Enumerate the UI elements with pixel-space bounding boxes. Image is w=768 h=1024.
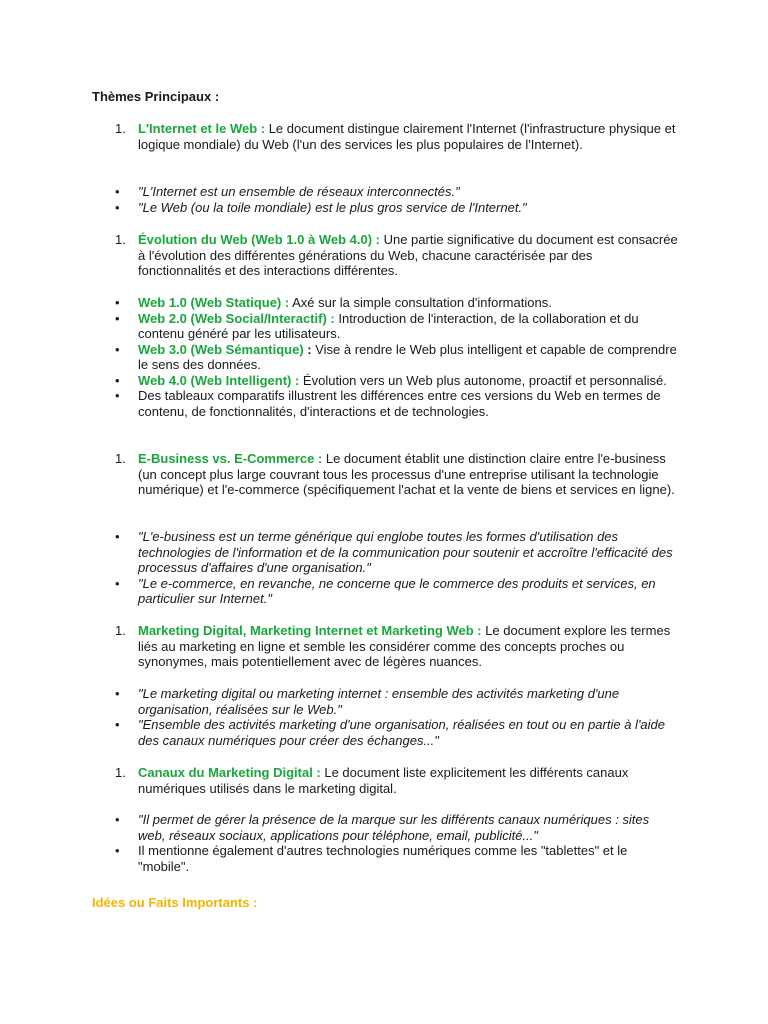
quote-text: "Il permet de gérer la présence de la marque sur les différents canaux numériques : sites web, réseaux sociaux, applications pour téléphone, email, publicité..." — [138, 812, 650, 843]
item-text: Une partie significative du document est consacrée à l'évolution des différentes générations du Web, chacune caractérisée par des fonctionnalités et des interactions différentes. — [138, 232, 678, 278]
list-item — [0, 812, 678, 843]
section-marketing-channels — [0, 765, 768, 796]
section-web-evolution — [0, 232, 768, 279]
numbered-item — [0, 765, 678, 796]
numbered-item — [0, 121, 678, 152]
web-version-text: Vise à rendre le Web plus intelligent et capable de comprendre le sens des données. — [138, 341, 677, 372]
bullet-icon: • — [115, 812, 120, 827]
item-title: L'Internet et le Web : — [138, 121, 266, 136]
section-heading-main-themes: Thèmes Principaux : — [92, 89, 220, 104]
section-internet-web — [0, 121, 768, 152]
quote-text: "Le marketing digital ou marketing internet : ensemble des activités marketing d'une organisation, réalisées sur le Web." — [138, 686, 620, 717]
list-item — [0, 373, 678, 389]
bullet-icon: • — [115, 184, 120, 199]
quote-text: "Le Web (ou la toile mondiale) est le plus gros service de l'Internet." — [138, 199, 527, 215]
bullet-icon: • — [115, 717, 120, 732]
item-text: Le document liste explicitement les différents canaux numériques utilisés dans le marketing digital. — [138, 765, 629, 796]
list-number: 1. — [115, 232, 126, 247]
list-item — [0, 388, 678, 419]
list-item — [0, 311, 678, 342]
item-title: Marketing Digital, Marketing Internet et Marketing Web : — [138, 623, 482, 638]
list-item — [0, 717, 678, 748]
bullet-icon: • — [115, 388, 120, 403]
web-version-text: Évolution vers un Web plus autonome, proactif et personnalisé. — [299, 372, 667, 388]
list-item — [0, 529, 678, 576]
item-text: Le document distingue clairement l'Internet (l'infrastructure physique et logique mondiale) du Web (l'un des services les plus populaires de l'Internet). — [138, 121, 676, 152]
quote-text: "L'Internet est un ensemble de réseaux interconnectés." — [138, 184, 460, 199]
item-text: Des tableaux comparatifs illustrent les différences entre ces versions du Web en termes de contenu, de fonctionnalités, d'interactions et de technologies. — [138, 388, 661, 419]
list-item — [0, 576, 678, 607]
numbered-item — [0, 451, 678, 498]
numbered-item — [0, 623, 678, 670]
list-item — [0, 843, 678, 874]
bullet-icon: • — [115, 295, 120, 310]
web-version-label: Web 1.0 (Web Statique) : — [138, 295, 290, 310]
item-title: Canaux du Marketing Digital : — [138, 765, 321, 780]
item-text: Le document explore les termes liés au marketing en ligne et semble les considérer comme des concepts proches ou synonymes, mais potentiellement avec de légères nuances. — [138, 623, 671, 669]
web-version-label: Web 4.0 (Web Intelligent) : — [138, 372, 300, 388]
web-version-colon: : — [303, 341, 312, 357]
list-item — [0, 686, 678, 717]
item-title: Évolution du Web (Web 1.0 à Web 4.0) : — [138, 232, 380, 247]
item-text: Le document établit une distinction claire entre l'e-business (un concept plus large couvrant tous les processus d'une entreprise utilisant la technologie numérique) et l'e-commerce (spécifiquement l'achat et la vente de biens et services en ligne). — [138, 451, 675, 497]
bullet-icon: • — [115, 310, 120, 326]
bullet-icon: • — [115, 529, 120, 544]
web-version-label: Web 2.0 (Web Social/Interactif) : — [138, 310, 335, 326]
section-ebusiness-ecommerce — [0, 451, 768, 498]
quote-text: "Le e-commerce, en revanche, ne concerne que le commerce des produits et services, en particulier sur Internet." — [138, 575, 656, 606]
list-number: 1. — [115, 121, 126, 136]
list-number: 1. — [115, 451, 126, 466]
web-version-label: Web 3.0 (Web Sémantique) — [138, 341, 304, 357]
section-ebusiness-quotes — [0, 529, 768, 607]
list-item — [0, 184, 678, 200]
bullet-icon: • — [115, 199, 120, 215]
web-version-text: Axé sur la simple consultation d'informations. — [289, 295, 552, 310]
section-web-versions — [0, 295, 768, 419]
numbered-item — [0, 232, 678, 279]
web-version-text: Introduction de l'interaction, de la collaboration et du contenu généré par les utilisateurs. — [138, 310, 639, 341]
bullet-icon: • — [115, 843, 120, 858]
section-internet-web-quotes — [0, 184, 768, 215]
section-marketing-digital — [0, 623, 768, 670]
item-title: E-Business vs. E-Commerce : — [138, 451, 323, 466]
bullet-icon: • — [115, 341, 120, 357]
list-item — [0, 200, 678, 216]
bullet-icon: • — [115, 575, 120, 591]
bullet-icon: • — [115, 372, 120, 388]
item-text: Il mentionne également d'autres technologies numériques comme les "tablettes" et le "mobile". — [138, 843, 628, 874]
list-item — [0, 342, 678, 373]
bullet-icon: • — [115, 686, 120, 701]
quote-text: "L'e-business est un terme générique qui englobe toutes les formes d'utilisation des technologies de l'information et de la communication pour soutenir et accroître l'efficacité des processus d'affaires d'une organisation." — [138, 529, 673, 575]
quote-text: "Ensemble des activités marketing d'une organisation, réalisées en tout ou en partie à l'aide des canaux numériques pour créer des échanges..." — [138, 717, 666, 748]
list-number: 1. — [115, 623, 126, 638]
list-number: 1. — [115, 765, 126, 780]
section-heading-important-ideas: Idées ou Faits Importants : — [92, 895, 258, 910]
section-channels-bullets — [0, 812, 768, 874]
section-marketing-quotes — [0, 686, 768, 748]
list-item — [0, 295, 678, 311]
